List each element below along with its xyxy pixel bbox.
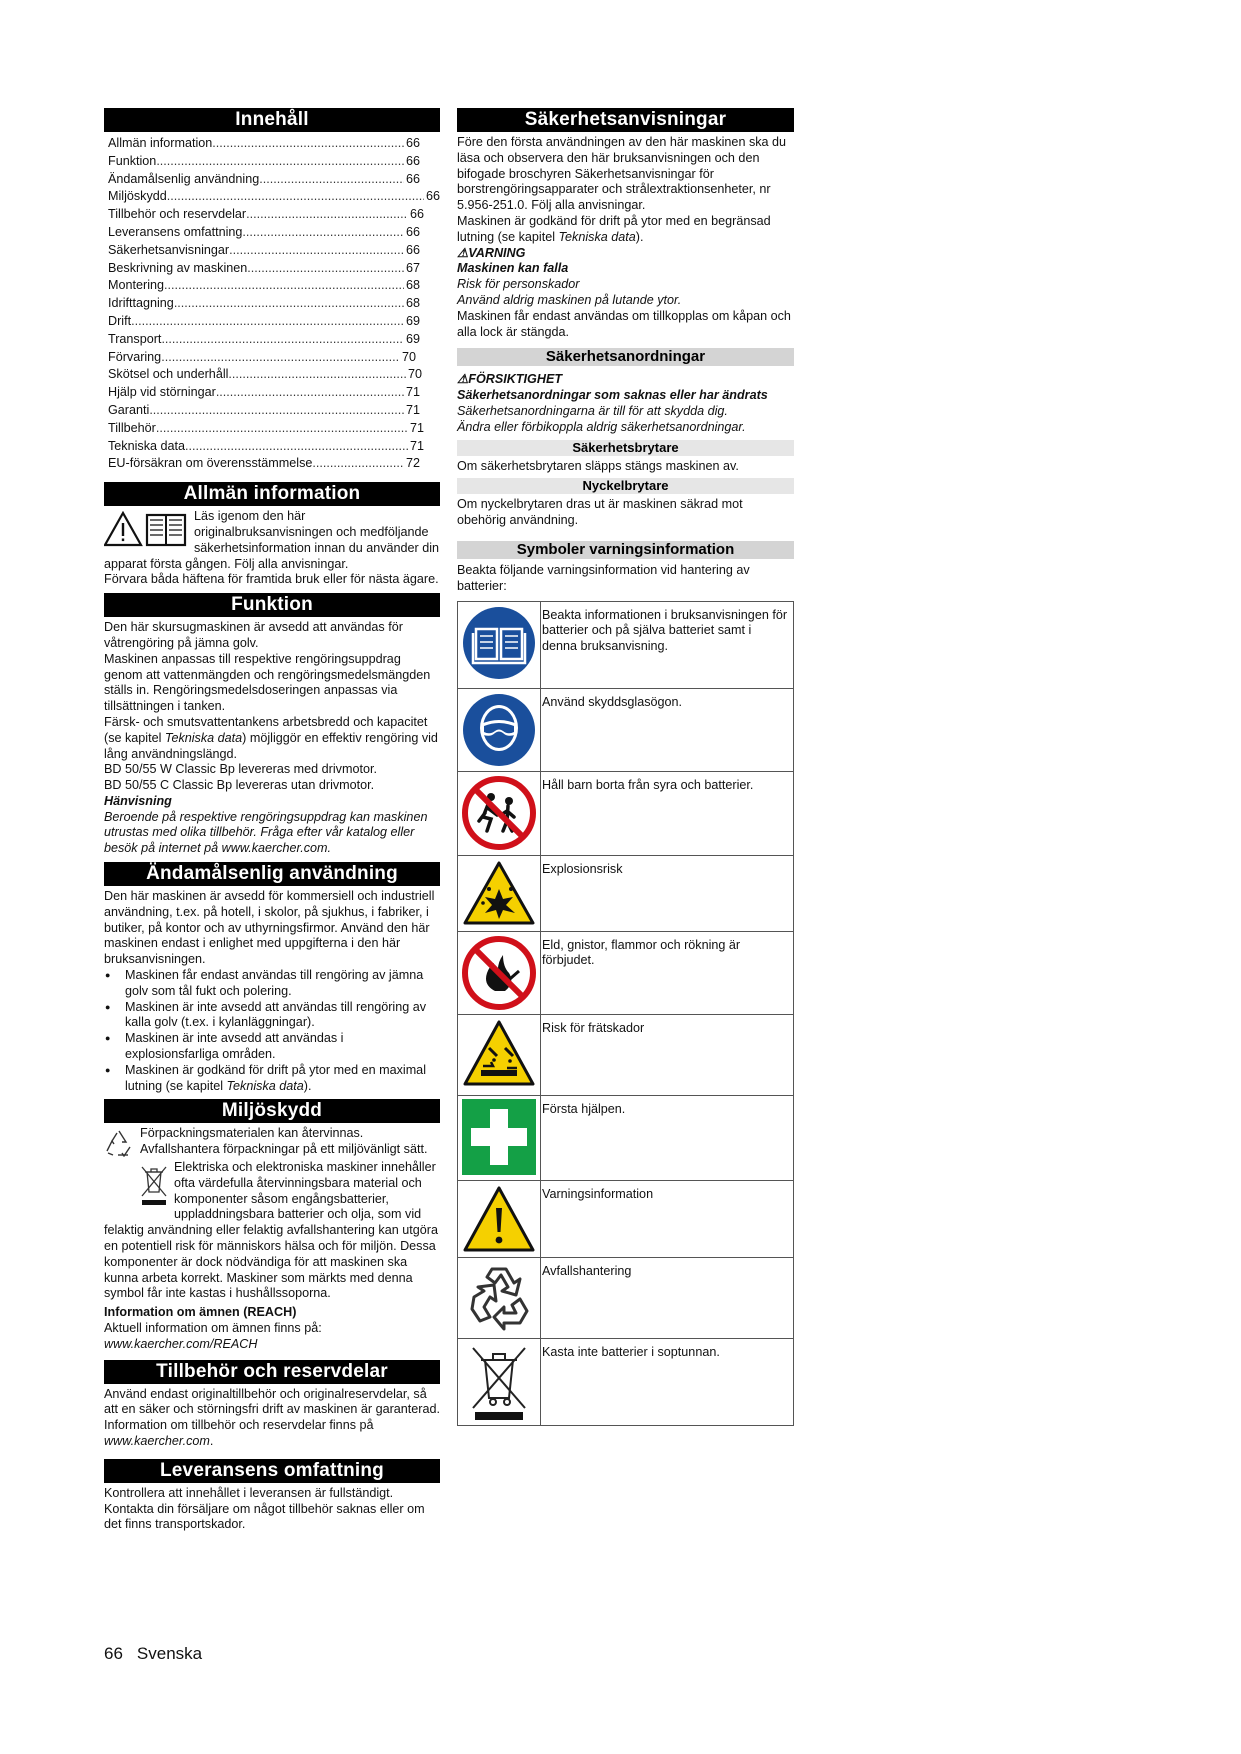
no-bin-icon bbox=[458, 1338, 541, 1425]
funktion-text-1: Den här skursugmaskinen är avsedd att användas för våtrengöring på jämna golv. bbox=[104, 620, 403, 650]
tillbehor-text-2: Information om tillbehör och reservdelar finns på bbox=[104, 1418, 374, 1433]
table-row bbox=[458, 1180, 794, 1257]
caution-line-1: Säkerhetsanordningarna är till för att skydda dig. bbox=[457, 403, 728, 418]
allman-text-2: Förvara båda häftena för framtida bruk eller för nästa ägare. bbox=[104, 572, 439, 587]
first-aid-icon bbox=[458, 1095, 541, 1180]
subheading-sakerhetsbrytare: Säkerhetsbrytare bbox=[457, 440, 794, 456]
toc-item[interactable]: Garanti ..... 71 bbox=[104, 402, 440, 420]
corrosive-icon bbox=[458, 1014, 541, 1095]
nyckelbrytare-text: Om nyckelbrytaren dras ut är maskinen säkrad mot obehörig användning. bbox=[457, 497, 743, 528]
list-item: ● Maskinen är godkänd för drift på ytor med en maximal lutning (se kapitel Tekniska data). bbox=[125, 1063, 440, 1095]
sakerhetsbrytare-text: Om säkerhetsbrytaren släpps stängs maskinen av. bbox=[457, 458, 739, 473]
list-item: ● Maskinen är inte avsedd att användas i explosionsfarliga områden. bbox=[125, 1031, 440, 1063]
subheading-nyckelbrytare: Nyckelbrytare bbox=[457, 478, 794, 494]
section-heading-tillbehor: Tillbehör och reservdelar bbox=[104, 1360, 440, 1384]
note-title: Hänvisning bbox=[104, 793, 172, 808]
symbol-text: Använd skyddsglasögon. bbox=[541, 688, 794, 771]
weee-bin-icon bbox=[140, 1164, 168, 1211]
symbol-text: Beakta informationen i bruksanvisningen för batterier och på själva batteriet samt i denna bruksanvisning. bbox=[541, 601, 794, 688]
toc-item[interactable]: Montering ..... 68 bbox=[104, 277, 440, 295]
section-heading-sakerhet: Säkerhetsanvisningar bbox=[457, 108, 794, 132]
toc-item[interactable]: Skötsel och underhåll ..... 70 bbox=[104, 366, 440, 384]
no-fire-icon bbox=[458, 931, 541, 1014]
section-heading-andamal: Ändamålsenlig användning bbox=[104, 862, 440, 886]
section-heading-funktion: Funktion bbox=[104, 593, 440, 617]
toc-item[interactable]: Hjälp vid störningar ..... 71 bbox=[104, 384, 440, 402]
left-column bbox=[104, 103, 440, 1533]
explosion-icon bbox=[458, 855, 541, 931]
section-heading-leverans: Leveransens omfattning bbox=[104, 1459, 440, 1483]
table-of-contents bbox=[104, 135, 440, 473]
toc-item[interactable]: Förvaring ..... 70 bbox=[104, 349, 440, 367]
section-heading-symboler: Symboler varningsinformation bbox=[457, 541, 794, 559]
table-row bbox=[458, 931, 794, 1014]
list-item: ● Maskinen får endast användas till rengöring av jämna golv som tål fukt och polering. bbox=[125, 968, 440, 1000]
toc-item[interactable]: Säkerhetsanvisningar ..... 66 bbox=[104, 242, 440, 260]
symbol-text: Eld, gnistor, flammor och rökning är förbjudet. bbox=[541, 931, 794, 1014]
toc-item[interactable]: Idrifttagning ..... 68 bbox=[104, 295, 440, 313]
funktion-text-4: BD 50/55 W Classic Bp levereras med drivmotor. bbox=[104, 762, 377, 777]
andamal-text-1: Den här maskinen är avsedd för kommersiell och industriell användning, t.ex. på hotell, i skolor, på sjukhus, i fabriker, i butiker, på kontor och av uthyrningsfirmor. Använd den här maskinen endast i enlighet med uppgifterna i den här bruksanvisningen. bbox=[104, 889, 435, 967]
symbol-text: Avfallshantering bbox=[541, 1257, 794, 1338]
table-row bbox=[458, 771, 794, 855]
right-column bbox=[457, 103, 794, 1426]
toc-item[interactable]: EU-försäkran om överensstämmelse ..... 72 bbox=[104, 455, 440, 473]
tillbehor-link-line: www.kaercher.com. bbox=[104, 1433, 214, 1448]
kaercher-link[interactable]: www.kaercher.com bbox=[221, 841, 328, 856]
warning-title: Maskinen kan falla bbox=[457, 261, 569, 276]
leverans-text: Kontrollera att innehållet i leveransen är fullständigt. Kontakta din försäljare om något tillbehör saknas eller om det finns transportskador. bbox=[104, 1485, 425, 1532]
tillbehor-text-1: Använd endast originaltillbehör och originalreservdelar, så att en säker och störningsfri drift av maskinen är garanterad. bbox=[104, 1386, 440, 1417]
symbol-text: Explosionsrisk bbox=[541, 855, 794, 931]
table-row bbox=[458, 1014, 794, 1095]
toc-item[interactable]: Miljöskydd ..... 66 bbox=[104, 188, 440, 206]
symboler-intro: Beakta följande varningsinformation vid hantering av batterier: bbox=[457, 562, 750, 593]
toc-item[interactable]: Funktion ..... 66 bbox=[104, 153, 440, 171]
miljo-text-2: Elektriska och elektroniska maskiner innehåller ofta värdefulla återvinningsbara material och komponenter såsom engångsbatterier, uppladdningsbara batterier och olja, som vid felaktig användning eller felaktig avfallshantering kan utgöra en potentiell risk för människors hälsa och för miljön. Dessa komponenter är dock nödvändiga för att maskinen ska kunna arbeta korrekt. Maskiner som märkts med denna symbol får inte kastas i hushållssoporna. bbox=[104, 1160, 438, 1301]
language-label: Svenska bbox=[136, 1644, 203, 1663]
table-row bbox=[458, 688, 794, 771]
toc-item[interactable]: Beskrivning av maskinen ..... 67 bbox=[104, 260, 440, 278]
toc-item[interactable]: Ändamålsenlig användning ..... 66 bbox=[104, 171, 440, 189]
section-heading-miljo: Miljöskydd bbox=[104, 1099, 440, 1123]
funktion-text-3: Färsk- och smutsvattentankens arbetsbredd och kapacitet (se kapitel Tekniska data) möjliggör en effektiv rengöring vid lång användningslängd. bbox=[104, 714, 438, 761]
recycle-packaging-icon bbox=[104, 1129, 134, 1162]
toc-item[interactable]: Drift ..... 69 bbox=[104, 313, 440, 331]
toc-item[interactable]: Transport ..... 69 bbox=[104, 331, 440, 349]
table-row bbox=[458, 1338, 794, 1425]
toc-item[interactable]: Tillbehör och reservdelar ..... 66 bbox=[104, 206, 440, 224]
kaercher-link[interactable]: www.kaercher.com bbox=[104, 1433, 210, 1448]
sakerhet-text-3: Maskinen får endast användas om tillkopplas om kåpan och alla lock är stängda. bbox=[457, 308, 791, 339]
sakerhet-text-1: Före den första användningen av den här maskinen ska du läsa och observera den här bruksanvisningen och den bifogade broschyren Säkerhetsanvisningar för borstrengöringsapparater och strålextraktionsenheter, nr 5.956-251.0. Följ alla anvisningar. bbox=[457, 135, 787, 213]
table-row bbox=[458, 1257, 794, 1338]
recycle-icon bbox=[458, 1257, 541, 1338]
caution-line-2: Ändra eller förbikoppla aldrig säkerhetsanordningar. bbox=[457, 419, 746, 434]
list-item: ● Maskinen är inte avsedd att användas till rengöring av kalla golv (t.ex. i kylanläggningar). bbox=[125, 1000, 440, 1032]
warning-icon bbox=[458, 1180, 541, 1257]
toc-item[interactable]: Allmän information ..... 66 bbox=[104, 135, 440, 153]
table-row bbox=[458, 601, 794, 688]
warning-risk: Risk för personskador bbox=[457, 277, 580, 292]
section-heading-anordningar: Säkerhetsanordningar bbox=[457, 348, 794, 366]
symbol-text: Varningsinformation bbox=[541, 1180, 794, 1257]
funktion-text-2: Maskinen anpassas till respektive rengöringsuppdrag genom att vattenmängden och rengöringsmedelsmängden ställs in. Rengöringsmedelsdoseringen anpassas via tillsättningen i tanken. bbox=[104, 651, 431, 714]
toc-heading: Innehåll bbox=[104, 108, 440, 132]
symbol-text: Håll barn borta från syra och batterier. bbox=[541, 771, 794, 855]
toc-item[interactable]: Tekniska data ..... 71 bbox=[104, 438, 440, 456]
andamal-bullet-list bbox=[104, 968, 440, 1094]
reach-link[interactable]: www.kaercher.com/REACH bbox=[104, 1336, 258, 1351]
no-children-icon bbox=[458, 771, 541, 855]
goggles-icon bbox=[458, 688, 541, 771]
symbol-table bbox=[457, 601, 794, 1426]
symbol-text: Risk för frätskador bbox=[541, 1014, 794, 1095]
toc-item[interactable]: Leveransens omfattning ..... 66 bbox=[104, 224, 440, 242]
caution-title: Säkerhetsanordningar som saknas eller har ändrats bbox=[457, 388, 768, 403]
page-number: 66 bbox=[104, 1644, 123, 1663]
table-row bbox=[458, 1095, 794, 1180]
allman-text-1: Läs igenom den här originalbruksanvisningen och medföljande säkerhetsinformation innan du använder din apparat första gången. Följ alla anvisningar. bbox=[104, 509, 440, 571]
caution-label: ⚠FÖRSIKTIGHET bbox=[457, 372, 563, 387]
funktion-text-5: BD 50/55 C Classic Bp levereras utan drivmotor. bbox=[104, 778, 375, 793]
toc-item[interactable]: Tillbehör ..... 71 bbox=[104, 420, 440, 438]
manual-icon bbox=[458, 601, 541, 688]
table-row bbox=[458, 855, 794, 931]
miljo-text-1: Förpackningsmaterialen kan återvinnas. Avfallshantera förpackningar på ett miljövänligt sätt. bbox=[140, 1126, 428, 1157]
symbol-text: Kasta inte batterier i soptunnan. bbox=[542, 1344, 720, 1359]
warning-label: ⚠VARNING bbox=[457, 245, 526, 260]
reach-text: Aktuell information om ämnen finns på: www.kaercher.com/REACH bbox=[104, 1321, 322, 1351]
page-footer bbox=[104, 1644, 216, 1664]
warning-action: Använd aldrig maskinen på lutande ytor. bbox=[457, 292, 682, 307]
reach-title: Information om ämnen (REACH) bbox=[104, 1305, 297, 1320]
sakerhet-text-2: Maskinen är godkänd för drift på ytor med en begränsad lutning (se kapitel Tekniska data). bbox=[457, 213, 771, 244]
section-heading-allman: Allmän information bbox=[104, 482, 440, 506]
symbol-text: Första hjälpen. bbox=[541, 1095, 794, 1180]
read-manual-warning-icon bbox=[104, 511, 188, 552]
note-text: Beroende på respektive rengöringsuppdrag kan maskinen utrustas med olika tillbehör. Fråga efter vår katalog eller besök på internet på www.kaercher.com. bbox=[104, 809, 428, 856]
